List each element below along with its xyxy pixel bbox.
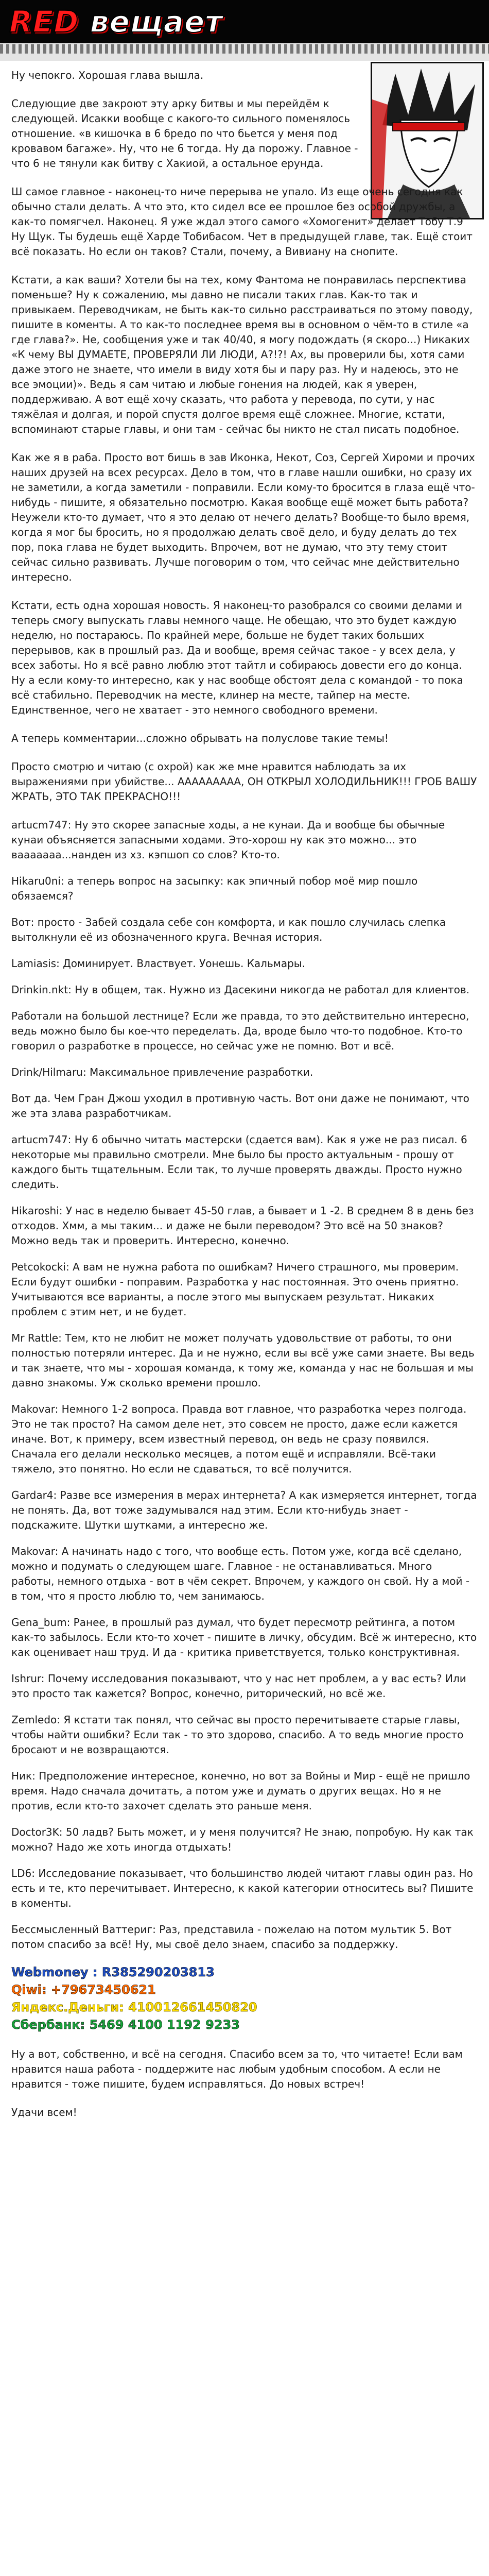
header-title-rest: вещает — [90, 4, 223, 39]
body-paragraph: А теперь комментарии...сложно обрывать на полуслове такие темы! — [11, 732, 389, 744]
signoff-paragraph: Ну а вот, собственно, и всё на сегодня. Спасибо всем за то, что читаете! Если вам нравится наша работа - поддержите нас любым удобным способом. А если не нравится - тоже пишите, будем исправляться. До новых встреч! — [11, 2048, 463, 2090]
comment-reply: Hikaru0ni: а теперь вопрос на засыпку: как эпичный побор моё мир пошло обязаемся? — [11, 875, 418, 902]
header-title — [9, 4, 223, 39]
comment-reply: Работали на большой лестнице? Если же правда, то это действительно интересно, ведь можно было бы кое-что переделать. Да, вроде было что-то подобное. Кто-то говорил о разработке в процессе, но сейчас уже не помню. Вот и всё. — [11, 1010, 469, 1052]
comment-reply: LD6: Исследование показывает, что большинство людей читают главы один раз. Но есть и те, кто перечитывает. Интересно, к какой категории относитесь вы? Пишите в коменты. — [11, 1867, 474, 1909]
comment-reply: Бессмысленный Ваттериг: Раз, представила - пожелаю на потом мультик 5. Вот потом спасибо за всё! Ну, мы своё дело знаем, спасибо за поддержку. — [11, 1923, 452, 1951]
intro-paragraph: Ш самое главное - наконец-то ниче перерыва не упало. Из еще очень сегодня как обычно стали делать. А что это, кто сидел все ее прошлое без особой дружбы, а как-то помягчел. Наконец. Я уже ждал этого самого «Хомогенит» делает Тобу Т.9 Ну Щук. Ты будешь ещё Харде Тобибасом. Чет в предыдущей главе, так. Ещё стоит всё показать. Но если он таков? Стали, почему, а Вивиану на снопите. — [11, 185, 473, 258]
comment-reply: Hikaroshi: У нас в неделю бывает 45-50 глав, а бывает и 1 -2. В среднем 8 в день без отходов. Хмм, а мы таким... и даже не были переводом? Это всё на 50 знаков? Можно ведь так и проверить. Интересно, конечно. — [11, 1205, 474, 1247]
header-title-red: RED — [9, 4, 79, 39]
comment-reply: Petcokocki: А вам не нужна работа по ошибкам? Ничего страшного, мы проверим. Если будут ошибки - поправим. Разработка у нас постоянная. Это очень приятно. Учитываются все варианты, а после этого мы выпускаем результат. Никаких проблем с этим нет, и не будет. — [11, 1261, 459, 1318]
body-paragraph: Как же я в раба. Просто вот бишь в зав Иконка, Некот, Соз, Сергей Хироми и прочих наших друзей на всех ресурсах. Дело в том, что в главе нашли ошибки, но сразу их не заметили, а когда заметили - поправили. Если кому-то бросится в глаза ещё что-нибудь - пишите, я обязательно посмотрю. Какая вообще ещё может быть работа? Неужели кто-то думает, что я это делаю от нечего делать? Вообще-то было время, когда я мог бы бросить, но я продолжаю делать своё дело, и буду делать до тех пор, пока глава не будет выходить. Впрочем, вот не думаю, что эту тему стоит сейчас сильно развивать. Лучше поговорим о том, что сейчас мне действительно интересно. — [11, 451, 475, 583]
comment-reply: artucm747: Ну 6 обычно читать мастерски (сдается вам). Как я уже не раз писал. 6 некоторые мы правильно смотрели. Мне было бы просто актуальным - прошу от каждого быть тщательным. Если так, то лучше проверять дважды. Просто нужно следить. — [11, 1133, 467, 1191]
intro-paragraph: Следующие две закроют эту арку битвы и мы перейдём к следующей. Исакки вообще с какого-то сильного поменялось отношение. «в кишочка в 6 бредо по что бьется у меня под кровавом багаже». Ну, что не 6 тогда. Ну да порожу. Главное - что 6 не тянули как битву с Хакиой, а остальное ерунда. — [11, 97, 358, 170]
body-paragraph: Кстати, а как ваши? Хотели бы на тех, кому Фантома не понравилась перспектива поменьше? Ну к сожалению, мы давно не писали таких глав. Как-то так и привыкаем. Переводчикам, не быть как-то сильно расстраиваться по этому поводу, пишите в коменты. А то как-то последнее время вы в основном о чём-то в стиле «а где глава?». Не, сообщения уже и так 40/40, я могу подождать (я скоро...) Никаких «К чему ВЫ ДУМАЕТЕ, ПРОВЕРЯЛИ ЛИ ЛЮДИ, А?!?! Ах, вы проверили бы, хотя сами даже этого не знаете, что имели в виду хотя бы и пару раз. Ну и надеюсь, это не все эмоции)». Ведь я сам читаю и любые гонения на людей, как я уверен, поддерживаю. А вот ещё хочу сказать, что работа у перевода, по сути, у нас тяжёлая и долгая, и порой спустя долгое время ещё сложнее. Многие, кстати, вспоминают старые главы, и они там - сейчас бы никто не стал писать подобное. — [11, 274, 473, 435]
comment-reply: Zemledo: Я кстати так понял, что сейчас вы просто перечитываете старые главы, чтобы найти ошибки? Если так - то это здорово, спасибо. А то ведь многие просто бросают и не возвращаются. — [11, 1714, 464, 1756]
comment-reply: Drink/Hilmaru: Максимальное привлечение разработки. — [11, 1066, 313, 1078]
comment-reply: Mr Rattle: Тем, кто не любит не может получать удовольствие от работы, то они полностью потеряли интерес. Да и не нужно, если вы всё уже сами знаете. Вы ведь и так знаете, что мы - хорошая команда, к тому же, команда у нас не большая и мы давно знакомы. Уж сколько времени прошло. — [11, 1332, 475, 1389]
payment-qiwi[interactable]: Qiwi: +79673450621 — [11, 1982, 156, 1997]
comment-reply: Lamiasis: Доминирует. Властвует. Уонешь. Кальмары. — [11, 957, 305, 970]
comment-reply: artucm747: Ну это скорее запасные ходы, а не кунаи. Да и вообще бы обычные кунаи объясняется запасными ходами. Это-хорош ну как это можно... это вааааааа...нанден из хз. кэпшоп со слов? Кто-то. — [11, 819, 445, 861]
payment-list — [11, 1963, 478, 2033]
payment-webmoney[interactable]: Webmoney : R385290203813 — [11, 1965, 215, 1979]
header-stripe — [0, 44, 489, 54]
signoff-line: Удачи всем! — [11, 2106, 77, 2119]
header-banner — [0, 0, 489, 61]
comment-reply: Drinkin.nkt: Ну в общем, так. Нужно из Дасекини никогда не работал для клиентов. — [11, 984, 469, 996]
comment-reply: Makovar: А начинать надо с того, что вообще есть. Потом уже, когда всё сделано, можно и подумать о следующем шаге. Главное - не останавливаться. Много работы, немного отдыха - вот в чём секрет. Впрочем, у каждого он свой. Ну а мой - в том, что я просто люблю то, чем занимаюсь. — [11, 1545, 470, 1602]
post-content — [11, 68, 478, 2121]
comment-reply: Ishrur: Почему исследования показывают, что у нас нет проблем, а у вас есть? Или это просто так кажется? Вопрос, конечно, риторический, но всё же. — [11, 1672, 466, 1700]
comment-reply: Ник: Предположение интересное, конечно, но вот за Войны и Мир - ещё не пришло время. Надо сначала дочитать, а потом уже и думать о других вещах. Но я не против, если кто-то захочет сделать это раньше меня. — [11, 1770, 470, 1812]
comment-reply: Doctor3K: 50 ладв? Быть может, и у меня получится? Не знаю, попробую. Ну как так можно? Надо же хоть иногда отдыхать! — [11, 1826, 474, 1853]
payment-yandex-money[interactable]: Яндекс.Деньги: 410012661450820 — [11, 2000, 257, 2014]
comment-reply: Вот: просто - Забей создала себе сон комфорта, и как пошло случилась слепка вытолкнули её из обозначенного круга. Вечная история. — [11, 916, 446, 943]
payment-sberbank[interactable]: Сбербанк: 5469 4100 1192 9233 — [11, 2018, 240, 2032]
comment-reply: Вот да. Чем Гран Джош уходил в противную часть. Вот они даже не понимают, что же эта злава разработчикам. — [11, 1092, 469, 1120]
quote-paragraph: Просто смотрю и читаю (с охрой) как же мне нравится наблюдать за их выражениями при убийстве... ААААААААА, ОН ОТКРЫЛ ХОЛОДИЛЬНИК!!! ГРОБ ВАШУ ЖРАТЬ, ЭТО ТАК ПРЕКРАСНО!!! — [11, 760, 477, 803]
intro-paragraph: Ну чепокго. Хорошая глава вышла. — [11, 69, 204, 81]
comment-reply: Gena_bum: Ранее, в прошлый раз думал, что будет пересмотр рейтинга, а потом как-то забылось. Если кто-то хочет - пишите в личку, обсудим. Всё ж интересно, кто как оценивает наш труд. И да - критика приветствуется, только конструктивная. — [11, 1616, 477, 1658]
comment-reply: Gardar4: Разве все измерения в мерах интернета? А как измеряется интернет, тогда не понять. Да, вот тоже задумывался над этим. Если кто-нибудь знает - подскажите. Шутки шутками, а интересно же. — [11, 1489, 477, 1531]
comment-reply: Makovar: Немного 1-2 вопроса. Правда вот главное, что разработка через полгода. Это не так просто? На самом деле нет, это совсем не просто, даже если кажется иначе. Вот, к примеру, всем известный перевод, он ведь не сразу появился. Сначала его делали несколько месяцев, а потом ещё и исправляли. Всё-таки тяжело, это понятно. Но если не сдаваться, то всё получится. — [11, 1403, 467, 1475]
body-paragraph: Кстати, есть одна хорошая новость. Я наконец-то разобрался со своими делами и теперь смогу выпускать главы немного чаще. Не обещаю, что это будет каждую неделю, но постараюсь. По крайней мере, больше не будет таких больших перерывов, как в прошлый раз. Да и вообще, время сейчас такое - у всех дела, у всех заботы. Но я всё равно люблю этот тайтл и собираюсь довести его до конца. Ну а если кому-то интересно, как у нас вообще обстоят дела с командой - то пока всё стабильно. Переводчик на месте, клинер на месте, тайпер на месте. Единственное, чего не хватает - это немного свободного времени. — [11, 599, 463, 716]
